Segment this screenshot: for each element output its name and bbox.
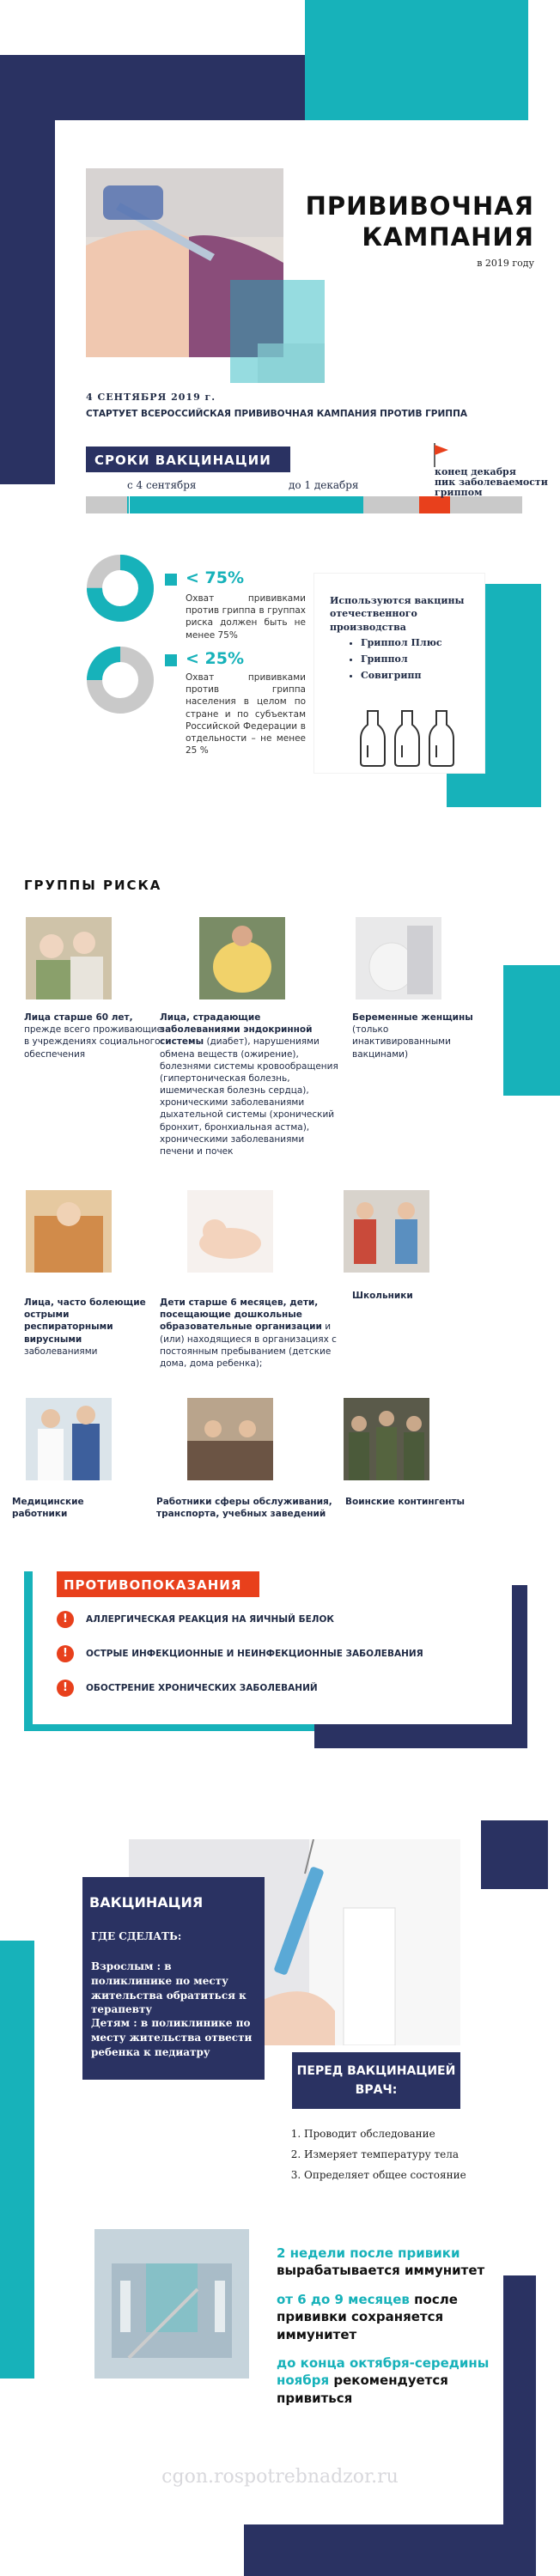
warning-icon: ! bbox=[57, 1680, 74, 1697]
risk-group-3: Беременные женщины (только инактивированными вакцинами) bbox=[352, 1012, 473, 1060]
risk-group-2: Лица, страдающие заболеваниями эндокринной системы (диабет), нарушениями обмена веществ (ожирение), болезнями системы кровообращения (гипертоническая болезнь, ишемическая болезнь сердца), хроническими заболеваниями дыхательной системы (хронический бронхит, бронхиальная астма), хроническими заболеваниями печени и почек bbox=[160, 1012, 338, 1157]
risk-group-6: Школьники bbox=[352, 1291, 413, 1301]
risk-side-bar bbox=[503, 965, 560, 1096]
decor-square-dark bbox=[258, 343, 325, 383]
immunity-fact-2: от 6 до 9 месяцев после прививки сохраняется иммунитет bbox=[277, 2292, 458, 2342]
coverage-value-2: < 25% bbox=[186, 649, 245, 668]
sick-person-photo bbox=[26, 1190, 112, 1273]
elderly-photo bbox=[26, 917, 112, 999]
vaccination-box bbox=[82, 1877, 265, 2080]
page-title: ПРИВИВОЧНАЯ КАМПАНИЯ bbox=[305, 191, 534, 252]
contra-title: ПРОТИВОПОКАЗАНИЯ bbox=[64, 1577, 242, 1593]
timeline-peak-period bbox=[419, 496, 450, 513]
contra-item-3: ОБОСТРЕНИЕ ХРОНИЧЕСКИХ ЗАБОЛЕВАНИЙ bbox=[86, 1683, 318, 1693]
coverage-text-2: Охват прививками против гриппа населения в целом по стране и по субъектам Российской Федерации в отдельности – не менее 25 % bbox=[186, 672, 306, 756]
timeline-end: до 1 декабря bbox=[289, 479, 359, 491]
military-photo bbox=[344, 1398, 429, 1480]
doctor-step: 3. Определяет общее состояние bbox=[304, 2169, 486, 2181]
timeline-bar bbox=[86, 496, 522, 513]
immunity-fact-3: до конца октября-середины ноября рекомендуется привиться bbox=[277, 2355, 490, 2406]
risk-group-5: Дети старше 6 месяцев, дети, посещающие дошкольные образовательные организации и (или) находящиеся в организациях с постоянным пребыванием (детские дома, дома ребенка); bbox=[160, 1297, 337, 1369]
risk-group-7: Медицинские работники bbox=[12, 1497, 84, 1520]
risk-group-9: Воинские контингенты bbox=[345, 1497, 466, 1507]
doctor-step: 1. Проводит обследование bbox=[304, 2128, 486, 2140]
donut-chart-25 bbox=[86, 646, 155, 714]
baby-photo bbox=[187, 1190, 273, 1273]
risk-group-4: Лица, часто болеющие острыми респираторными вирусными заболеваниями bbox=[24, 1297, 146, 1357]
vaccine-item: • Гриппол Плюс bbox=[361, 637, 476, 648]
timeline-start: с 4 сентября bbox=[127, 479, 197, 491]
vaccination-where: ГДЕ СДЕЛАТЬ: bbox=[91, 1930, 182, 1942]
risk-group-8: Работники сферы обслуживания, транспорта, учебных заведений bbox=[156, 1497, 332, 1520]
donut-chart-75 bbox=[86, 554, 155, 623]
warning-icon: ! bbox=[57, 1645, 74, 1662]
vacc-corner-square bbox=[481, 1820, 548, 1889]
contra-item-2: ОСТРЫЕ ИНФЕКЦИОННЫЕ И НЕИНФЕКЦИОННЫЕ ЗАБОЛЕВАНИЯ bbox=[86, 1649, 423, 1659]
intro-lead: СТАРТУЕТ ВСЕРОССИЙСКАЯ ПРИВИВОЧНАЯ КАМПАНИЯ ПРОТИВ ГРИППА bbox=[86, 409, 467, 419]
doctor-title: ПЕРЕД ВАКЦИНАЦИЕЙ ВРАЧ: bbox=[296, 2064, 456, 2097]
vaccines-title: Используются вакцины отечественного производства bbox=[330, 595, 465, 633]
coverage-text-1: Охват прививками против гриппа в группах риска должен быть не менее 75% bbox=[186, 593, 306, 641]
doctor-steps bbox=[289, 2128, 486, 2190]
timeline-divider bbox=[129, 496, 130, 513]
vaccines-list bbox=[347, 637, 476, 686]
vaccination-adults: Взрослым : в поликлинике по месту жительства обратиться к терапевту bbox=[91, 1960, 247, 2016]
medical-workers-photo bbox=[26, 1398, 112, 1480]
doctor-step: 2. Измеряет температуру тела bbox=[304, 2148, 486, 2160]
schoolchildren-photo bbox=[344, 1190, 429, 1273]
service-workers-photo bbox=[187, 1398, 273, 1480]
timeline-vaccination-period bbox=[127, 496, 363, 513]
vaccination-title: ВАКЦИНАЦИЯ bbox=[89, 1894, 204, 1911]
chronic-illness-photo bbox=[199, 917, 285, 999]
vaccine-item: • Гриппол bbox=[361, 653, 476, 665]
risk-group-1: Лица старше 60 лет, прежде всего проживающие в учреждениях социального обеспечения bbox=[24, 1012, 163, 1060]
vaccine-item: • Совигрипп bbox=[361, 670, 476, 681]
coverage-value-1: < 75% bbox=[186, 568, 245, 587]
flag-icon bbox=[433, 443, 452, 467]
warning-icon: ! bbox=[57, 1611, 74, 1628]
immunity-fact-1: 2 недели после привики вырабатывается иммунитет bbox=[277, 2245, 485, 2279]
timeline-title: СРОКИ ВАКЦИНАЦИИ bbox=[94, 453, 271, 468]
page-year: в 2019 году bbox=[477, 258, 534, 269]
vaccination-children: Детям : в поликлинике по месту жительства отвести ребенка к педиатру bbox=[91, 2017, 253, 2058]
risk-title: ГРУППЫ РИСКА bbox=[24, 878, 162, 893]
intro-date: 4 СЕНТЯБРЯ 2019 г. bbox=[86, 392, 216, 403]
footer-site: cgon.rospotrebnadzor.ru bbox=[161, 2466, 399, 2488]
timeline-peak-label: конец декабря пик заболеваемости гриппом bbox=[435, 466, 548, 498]
bullet-square bbox=[165, 574, 177, 586]
vials-icon bbox=[356, 706, 459, 769]
vaccine-vials-photo bbox=[94, 2229, 249, 2379]
bullet-square bbox=[165, 654, 177, 666]
pregnant-photo bbox=[356, 917, 441, 999]
contra-item-1: АЛЛЕРГИЧЕСКАЯ РЕАКЦИЯ НА ЯИЧНЫЙ БЕЛОК bbox=[86, 1614, 335, 1625]
